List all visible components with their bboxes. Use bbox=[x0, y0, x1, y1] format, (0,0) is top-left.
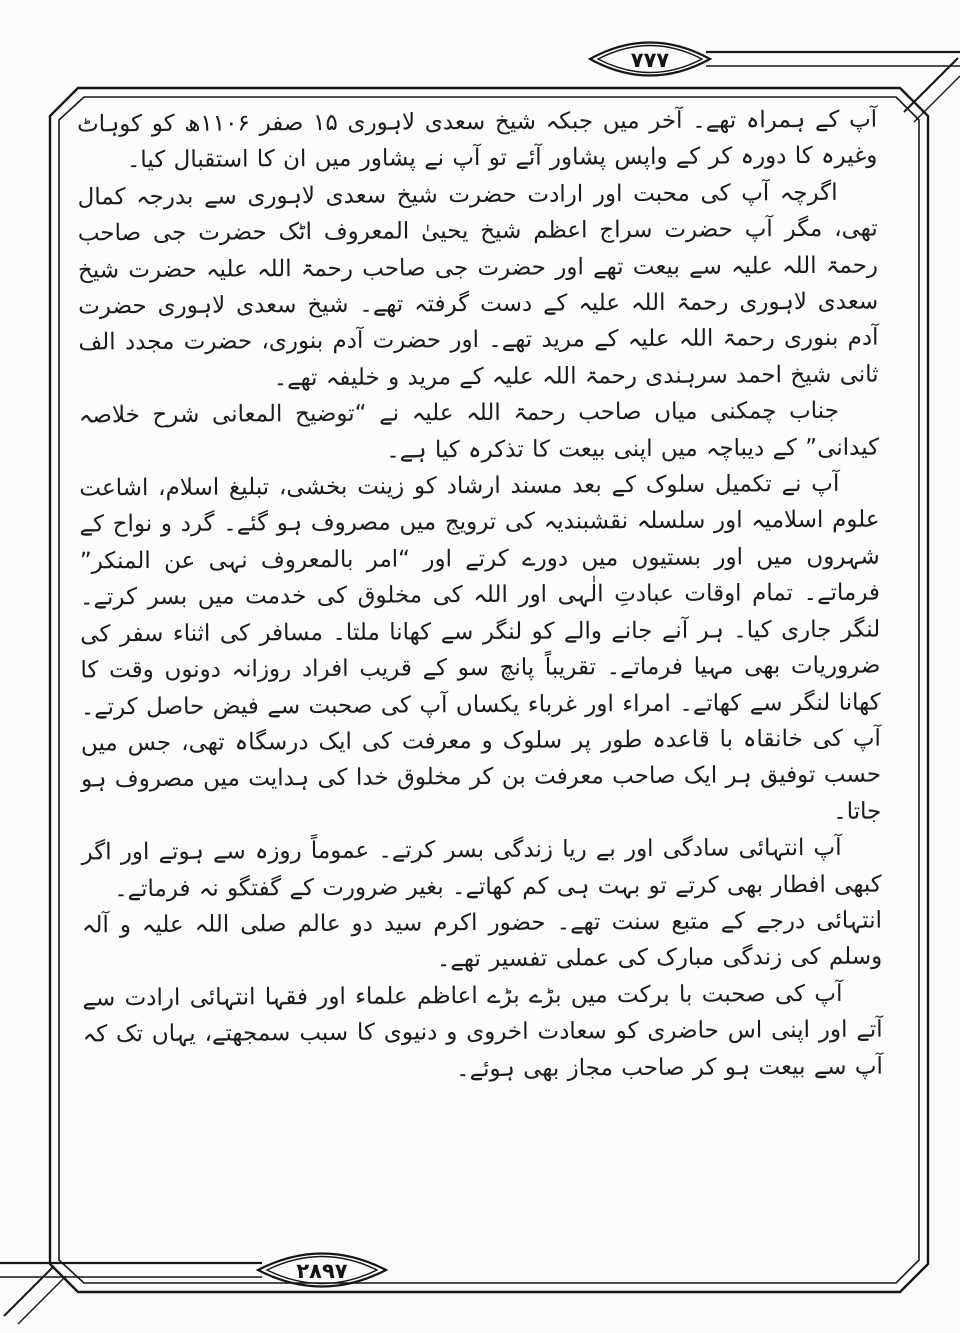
cartouche-outline bbox=[590, 43, 710, 76]
bottom-left-corner-accent bbox=[18, 1276, 66, 1324]
top-right-corner-accent bbox=[914, 76, 960, 122]
paragraph-3: جناب چمکنی میاں صاحب رحمۃ اللہ علیہ نے “توضیح المعانی شرح خلاصہ کیدانی” کے دیباچہ میں اپنی بیعت کا تذکرہ کیا ہے۔ bbox=[78, 398, 880, 464]
cartouche-outline-inner bbox=[267, 1257, 377, 1284]
paragraph-7: آپ کی صحبت با برکت میں بڑے بڑے اعاظم علماء اور فقہا انتہائی ارادت سے آتے اور اپنی اس حاضری کو سعادت اخروی و دنیوی کا سبب سمجھتے، یہاں تک کہ آپ سے بیعت ہو کر صاحب مجاز بھی ہوئے۔ bbox=[82, 980, 883, 1082]
bottom-left-corner-accent bbox=[4, 1266, 54, 1316]
top-right-corner-accent bbox=[904, 58, 958, 112]
paragraph-6: انتہائی درجے کے متبع سنت تھے۔ حضور اکرم سید دو عالم صلی اللہ علیہ و آلہ وسلم کی زندگی مبارک کی عملی تفسیر تھے۔ bbox=[81, 907, 883, 973]
paragraph-4: آپ نے تکمیل سلوک کے بعد مسند ارشاد کو زینت بخشی، تبلیغ اسلام، اشاعت علوم اسلامیہ اور سلسلہ نقشبندیہ کی ترویج میں مصروف ہو گئے۔ گرد و نواح کے شہروں میں اور بستیوں میں دورے کرتے اور “امر بالمعروف نہی عن المنکر” فرماتے۔ تمام اوقات عبادتِ الٰہی اور اللہ کی مخلوق کی خدمت میں بسر کرتے۔ لنگر جاری کیا۔ ہر آنے جانے والے کو لنگر سے کھانا ملتا۔ مسافر کی اثناء سفر کی ضروریات بھی مہیا فرماتے۔ تقریباً پانچ سو کے قریب افراد روزانہ دونوں وقت کا کھانا لنگر سے کھاتے۔ امراء اور غرباء یکساں آپ کی صحبت سے فیض حاصل کرتے۔ آپ کی خانقاہ با قاعدہ طور پر سلوک و معرفت کی ایک درسگاہ تھی، جس میں حسب توفیق ہر ایک صاحب معرفت بن کر مخلوق خدا کی ہدایت میں مصروف ہو جاتا۔ bbox=[79, 470, 882, 825]
paragraph-1: آپ کے ہمراہ تھے۔ آخر میں جبکہ شیخ سعدی لاہوری ۱۵ صفر ۱۱۰۶ھ کو کوہاٹ وغیرہ کا دورہ کر کے واپس پشاور آئے تو آپ نے پشاور میں ان کا استقبال کیا۔ bbox=[77, 106, 878, 174]
cartouche-outline-inner bbox=[598, 46, 702, 73]
cartouche-outline bbox=[258, 1254, 386, 1287]
bottom-page-number: ۲۸۹۷ bbox=[296, 1259, 348, 1283]
paragraph-2: اگرچہ آپ کی محبت اور ارادت حضرت شیخ سعدی لاہوری سے بدرجہ کمال تھی، مگر آپ حضرت سراج اعظم شیخ یحییٰ المعروف اٹک حضرت جی صاحب رحمۃ اللہ علیہ سے بیعت تھے اور حضرت جی صاحب رحمۃ اللہ علیہ حضرت شیخ سعدی لاہوری رحمۃ اللہ علیہ کے دست گرفتہ تھے۔ شیخ سعدی لاہوری حضرت آدم بنوری رحمۃ اللہ علیہ کے مرید تھے۔ اور حضرت آدم بنوری، حضرت مجدد الف ثانی شیخ احمد سرہندی رحمۃ اللہ علیہ کے مرید و خلیفہ تھے۔ bbox=[77, 179, 879, 392]
top-page-number-cartouche bbox=[590, 43, 710, 76]
top-page-number: ۷۷۷ bbox=[630, 48, 670, 72]
paragraph-5: آپ انتہائی سادگی اور بے ریا زندگی بسر کرتے۔ عموماً روزہ سے ہوتے اور اگر کبھی افطار بھی کرتے تو بہت ہی کم کھاتے۔ بغیر ضرورت کے گفتگو نہ فرماتے۔ bbox=[81, 834, 882, 902]
bottom-page-number-cartouche bbox=[258, 1254, 386, 1287]
page-text bbox=[77, 102, 883, 1090]
